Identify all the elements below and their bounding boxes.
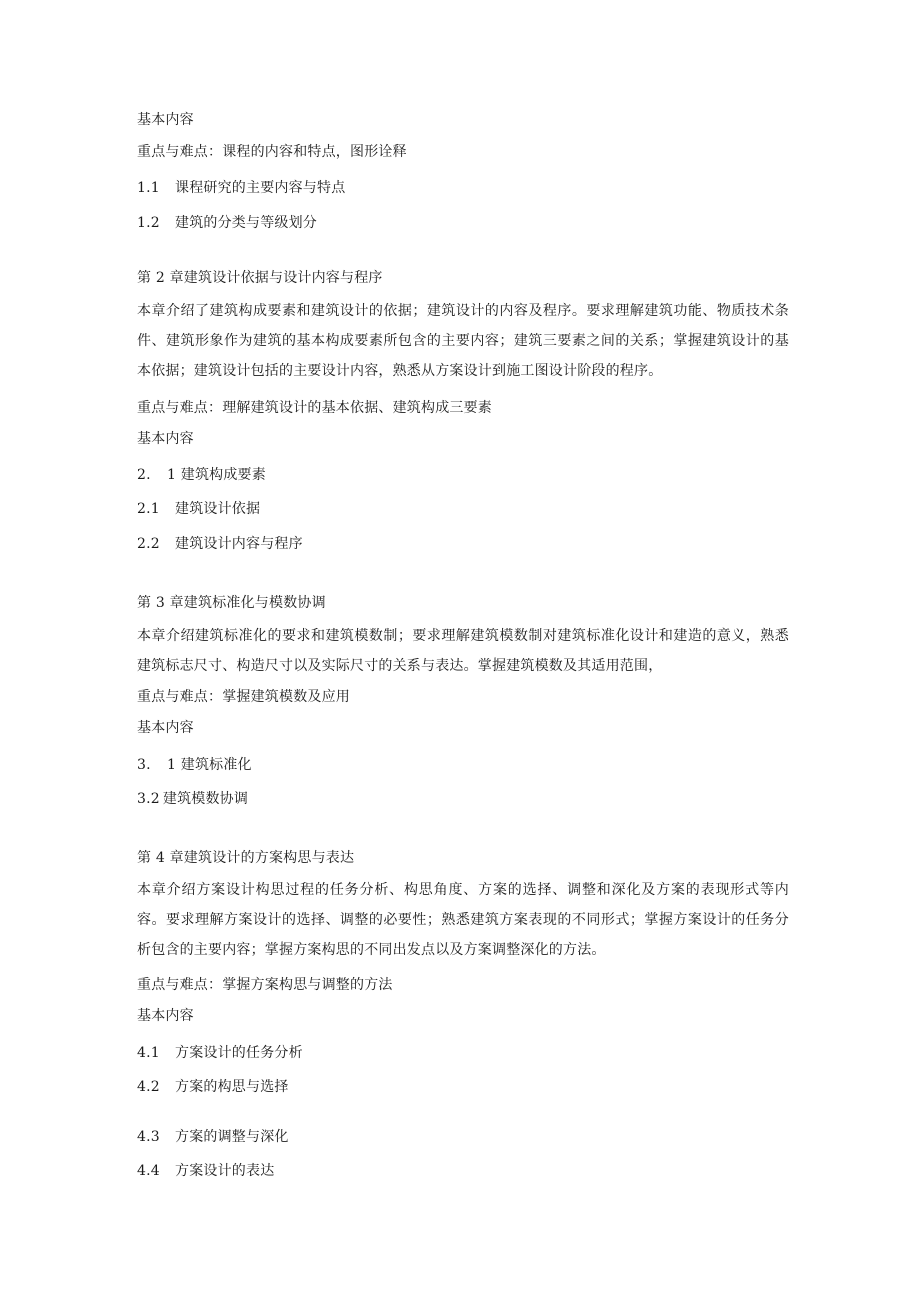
chapter3-basic-content-heading: 基本内容 <box>137 720 194 736</box>
outline-item <box>137 213 317 233</box>
chapter4-basic-content-heading: 基本内容 <box>137 1008 194 1024</box>
section1-key-points: 重点与难点：课程的内容和特点，图形诠释 <box>137 144 407 160</box>
outline-item-number: 3.2 <box>137 791 160 807</box>
outline-item-number: 4.4 <box>137 1163 160 1179</box>
chapter3-intro: 本章介绍建筑标准化的要求和建筑模数制；要求理解建筑模数制对建筑标准化设计和建造的意义，熟悉建筑标志尺寸、构造尺寸以及实际尺寸的关系与表达。掌握建筑模数及其适用范围， <box>137 628 789 674</box>
chapter2-title: 第 2 章建筑设计依据与设计内容与程序 <box>137 270 383 286</box>
outline-item <box>137 1161 274 1181</box>
outline-item <box>137 178 345 198</box>
outline-item-number: 2.2 <box>137 536 160 552</box>
outline-item <box>137 465 266 485</box>
outline-item-text: 建筑的分类与等级划分 <box>175 215 317 231</box>
outline-item <box>137 1127 289 1147</box>
outline-item <box>137 1077 289 1097</box>
outline-item-text: 课程研究的主要内容与特点 <box>175 180 346 196</box>
outline-item-text: 建筑设计依据 <box>175 501 261 517</box>
chapter4-title: 第 4 章建筑设计的方案构思与表达 <box>137 850 355 866</box>
outline-item-text: 建筑模数协调 <box>162 791 249 807</box>
outline-item <box>137 534 303 554</box>
outline-item-number: 1.1 <box>137 180 160 196</box>
outline-item-text: 1 建筑构成要素 <box>167 467 266 483</box>
outline-item-number: 1.2 <box>137 215 160 231</box>
outline-item-number: 2.1 <box>137 501 160 517</box>
outline-item-number: 4.2 <box>137 1079 160 1095</box>
outline-item-text: 方案的调整与深化 <box>175 1129 289 1145</box>
outline-item <box>137 789 248 809</box>
outline-item-text: 1 建筑标准化 <box>167 757 252 773</box>
outline-item-text: 方案设计的任务分析 <box>175 1045 303 1061</box>
outline-item <box>137 499 260 519</box>
outline-item <box>137 755 252 775</box>
outline-item-text: 方案的构思与选择 <box>175 1079 289 1095</box>
chapter4-intro: 本章介绍方案设计构思过程的任务分析、构思角度、方案的选择、调整和深化及方案的表现形式等内容。要求理解方案设计的选择、调整的必要性；熟悉建筑方案表现的不同形式；掌握方案设计的任务分析包含的主要内容；掌握方案构思的不同出发点以及方案调整深化的方法。 <box>137 882 789 958</box>
chapter2-key-points: 重点与难点：理解建筑设计的基本依据、建筑构成三要素 <box>137 400 492 416</box>
outline-item-number: 4.3 <box>137 1129 160 1145</box>
chapter2-intro: 本章介绍了建筑构成要素和建筑设计的依据；建筑设计的内容及程序。要求理解建筑功能、物质技术条件、建筑形象作为建筑的基本构成要素所包含的主要内容；建筑三要素之间的关系；掌握建筑设计的基本依据；建筑设计包括的主要设计内容，熟悉从方案设计到施工图设计阶段的程序。 <box>137 303 789 379</box>
outline-item-number: 4.1 <box>137 1045 160 1061</box>
chapter4-key-points: 重点与难点：掌握方案构思与调整的方法 <box>137 977 393 993</box>
outline-item <box>137 1043 303 1063</box>
outline-item-text: 建筑设计内容与程序 <box>175 536 303 552</box>
outline-item-number: 3. <box>137 757 151 773</box>
section1-basic-content-heading: 基本内容 <box>137 112 194 128</box>
outline-item-text: 方案设计的表达 <box>175 1163 275 1179</box>
chapter3-key-points: 重点与难点：掌握建筑模数及应用 <box>137 689 350 705</box>
chapter2-basic-content-heading: 基本内容 <box>137 431 194 447</box>
outline-item-number: 2. <box>137 467 151 483</box>
chapter3-title: 第 3 章建筑标准化与模数协调 <box>137 595 326 611</box>
